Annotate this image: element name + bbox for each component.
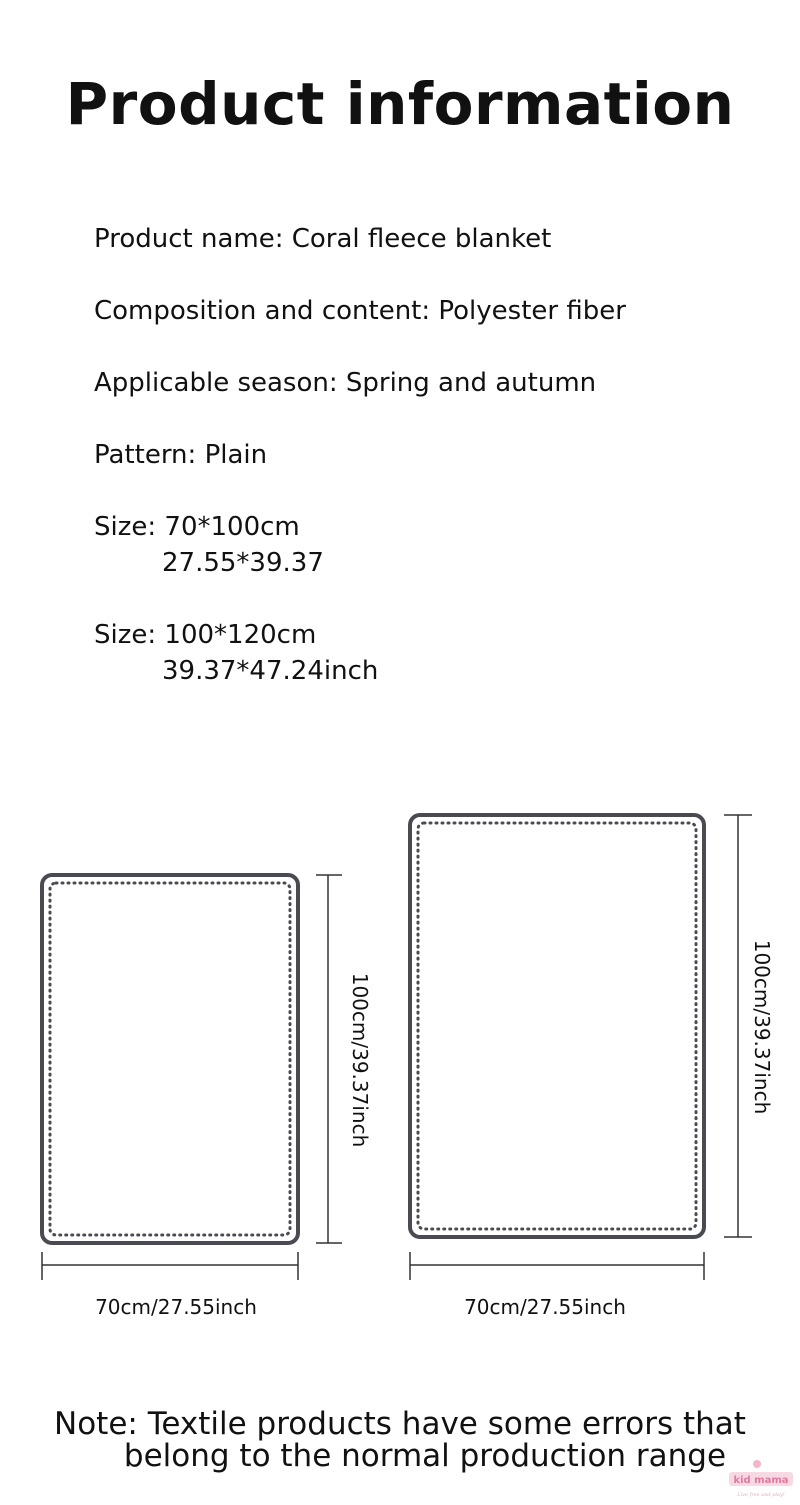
small-blanket-stitching [50, 883, 290, 1235]
large-height-dimension [724, 815, 752, 1237]
note-line-1: Note: Textile products have some errors that [54, 1406, 746, 1442]
size-spec-large [94, 617, 378, 689]
large-width-dimension [410, 1252, 704, 1280]
large-blanket-outline [410, 815, 704, 1237]
size-small-cm: Size: 70*100cm [94, 512, 300, 542]
small-width-label: 70cm/27.55inch [95, 1295, 257, 1319]
large-blanket-stitching [418, 823, 696, 1229]
note-line-2: belong to the normal production range [123, 1438, 727, 1474]
size-large-inch: 39.37*47.24inch [162, 656, 379, 686]
size-spec-small [94, 509, 324, 581]
small-height-dimension [316, 875, 342, 1243]
season-line: Applicable season: Spring and autumn [94, 368, 597, 398]
page-title: Product information [65, 70, 735, 138]
large-width-label: 70cm/27.55inch [464, 1295, 626, 1319]
size-large-cm: Size: 100*120cm [94, 620, 317, 650]
size-small-inch: 27.55*39.37 [162, 548, 324, 578]
small-width-dimension [42, 1252, 298, 1280]
size-diagram [0, 800, 800, 1340]
logo-text: kid mama [733, 1475, 789, 1486]
composition-line: Composition and content: Polyester fiber [94, 296, 626, 326]
product-name-line: Product name: Coral fleece blanket [94, 224, 552, 254]
pattern-line: Pattern: Plain [94, 440, 268, 470]
small-blanket-outline [42, 875, 298, 1243]
logo-tagline: Live free and play! [737, 1492, 785, 1498]
small-height-label: 100cm/39.37inch [348, 972, 372, 1148]
large-height-label: 100cm/39.37inch [750, 939, 774, 1115]
brand-logo-icon [727, 1458, 795, 1500]
